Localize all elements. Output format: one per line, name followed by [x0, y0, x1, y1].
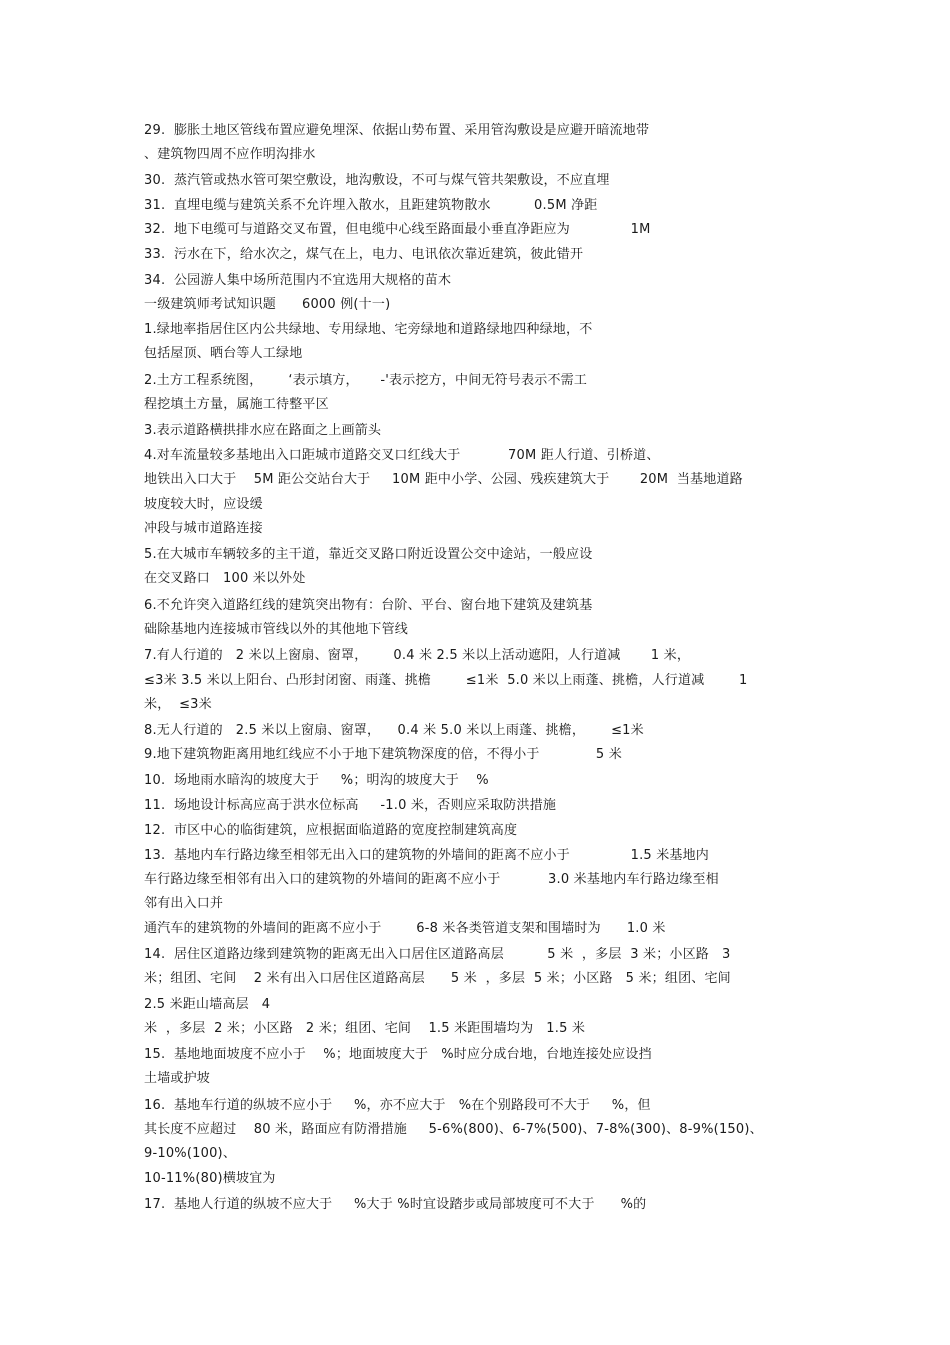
- text-line: 包括屋顶、晒台等人工绿地: [144, 346, 303, 361]
- text-line: 14. 居住区道路边缘到建筑物的距离无出入口居住区道路高层 5 米 ，多层 3 米；小区路 3: [144, 947, 731, 962]
- text-line: 在交叉路口 100 米以外处: [144, 571, 306, 586]
- text-line: 11. 场地设计标高应高于洪水位标高 -1.0 米，否则应采取防洪措施: [144, 798, 557, 813]
- text-line: 坡度较大时，应设缓: [144, 497, 263, 512]
- text-line: 7.有人行道的 2 米以上窗扇、窗罩， 0.4 米 2.5 米以上活动遮阳，人行道减 1 米，: [144, 648, 691, 663]
- text-line: 米；组团、宅间 2 米有出入口居住区道路高层 5 米 ，多层 5 米；小区路 5 米；组团、宅间: [144, 971, 731, 986]
- text-line: ≤3米 3.5 米以上阳台、凸形封闭窗、雨蓬、挑檐 ≤1米 5.0 米以上雨蓬、挑檐，人行道减 1: [144, 673, 748, 688]
- text-line: 34. 公园游人集中场所范围内不宜选用大规格的苗木: [144, 273, 452, 288]
- text-line: 13. 基地内车行路边缘至相邻无出入口的建筑物的外墙间的距离不应小于 1.5 米基地内: [144, 848, 709, 863]
- text-line: 30. 蒸汽管或热水管可架空敷设，地沟敷设，不可与煤气管共架敷设，不应直埋: [144, 173, 610, 188]
- text-line: 通汽车的建筑物的外墙间的距离不应小于 6-8 米各类管道支架和围墙时为 1.0 米: [144, 921, 666, 936]
- text-line: 其长度不应超过 80 米，路面应有防滑措施 5-6%(800)、6-7%(500)、7-8%(300)、8-9%(150)、: [144, 1122, 763, 1137]
- text-line: 32. 地下电缆可与道路交叉布置，但电缆中心线至路面最小垂直净距应为 1M: [144, 222, 651, 237]
- text-line: 10. 场地雨水暗沟的坡度大于 %；明沟的坡度大于 %: [144, 773, 489, 788]
- text-line: 10-11%(80)横坡宜为: [144, 1171, 276, 1186]
- text-line: 土墙或护坡: [144, 1071, 211, 1086]
- section-title: 一级建筑师考试知识题 6000 例(十一): [144, 297, 391, 312]
- text-line: 16. 基地车行道的纵坡不应小于 %，亦不应大于 %在个别路段可不大于 %，但: [144, 1098, 651, 1113]
- text-line: 、建筑物四周不应作明沟排水: [144, 147, 316, 162]
- text-line: 冲段与城市道路连接: [144, 521, 263, 536]
- text-line: 车行路边缘至相邻有出入口的建筑物的外墙间的距离不应小于 3.0 米基地内车行路边缘至相: [144, 872, 719, 887]
- text-line: 米 ，多层 2 米；小区路 2 米；组团、宅间 1.5 米距围墙均为 1.5 米: [144, 1021, 586, 1036]
- text-line: 地铁出入口大于 5M 距公交站台大于 10M 距中小学、公园、残疾建筑大于 20M 当基地道路: [144, 472, 743, 487]
- text-line: 12. 市区中心的临街建筑，应根据面临道路的宽度控制建筑高度: [144, 823, 518, 838]
- text-line: 2.土方工程系统图， ‘表示填方， -'表示挖方，中间无符号表示不需工: [144, 373, 588, 388]
- text-line: 29. 膨胀土地区管线布置应避免埋深、依据山势布置、采用管沟敷设是应避开暗流地带: [144, 123, 650, 138]
- text-line: 33. 污水在下，给水次之，煤气在上，电力、电讯依次靠近建筑，彼此错开: [144, 247, 584, 262]
- text-line: 3.表示道路横拱排水应在路面之上画箭头: [144, 423, 382, 438]
- text-line: 邻有出入口并: [144, 896, 224, 911]
- text-line: 程挖填土方量，属施工待整平区: [144, 397, 329, 412]
- text-line: 9.地下建筑物距离用地红线应不小于地下建筑物深度的倍，不得小于 5 米: [144, 747, 622, 762]
- text-line: 17. 基地人行道的纵坡不应大于 %大于 %时宜设踏步或局部坡度可不大于 %的: [144, 1197, 647, 1212]
- text-line: 8.无人行道的 2.5 米以上窗扇、窗罩， 0.4 米 5.0 米以上雨蓬、挑檐， ≤1米: [144, 723, 644, 738]
- text-line: 5.在大城市车辆较多的主干道，靠近交叉路口附近设置公交中途站，一般应设: [144, 547, 593, 562]
- text-line: 6.不允许突入道路红线的建筑突出物有：台阶、平台、窗台地下建筑及建筑基: [144, 598, 593, 613]
- text-line: 9-10%(100)、: [144, 1146, 237, 1161]
- text-line: 31. 直埋电缆与建筑关系不允许埋入散水，且距建筑物散水 0.5M 净距: [144, 198, 598, 213]
- text-line: 2.5 米距山墙高层 4: [144, 997, 271, 1012]
- text-line: 1.绿地率指居住区内公共绿地、专用绿地、宅旁绿地和道路绿地四种绿地，不: [144, 322, 593, 337]
- text-line: 15. 基地地面坡度不应小于 %；地面坡度大于 %时应分成台地，台地连接处应设挡: [144, 1047, 652, 1062]
- text-line: 4.对车流量较多基地出入口距城市道路交叉口红线大于 70M 距人行道、引桥道、: [144, 448, 660, 463]
- text-line: 米， ≤3米: [144, 697, 212, 712]
- text-line: 础除基地内连接城市管线以外的其他地下管线: [144, 622, 409, 637]
